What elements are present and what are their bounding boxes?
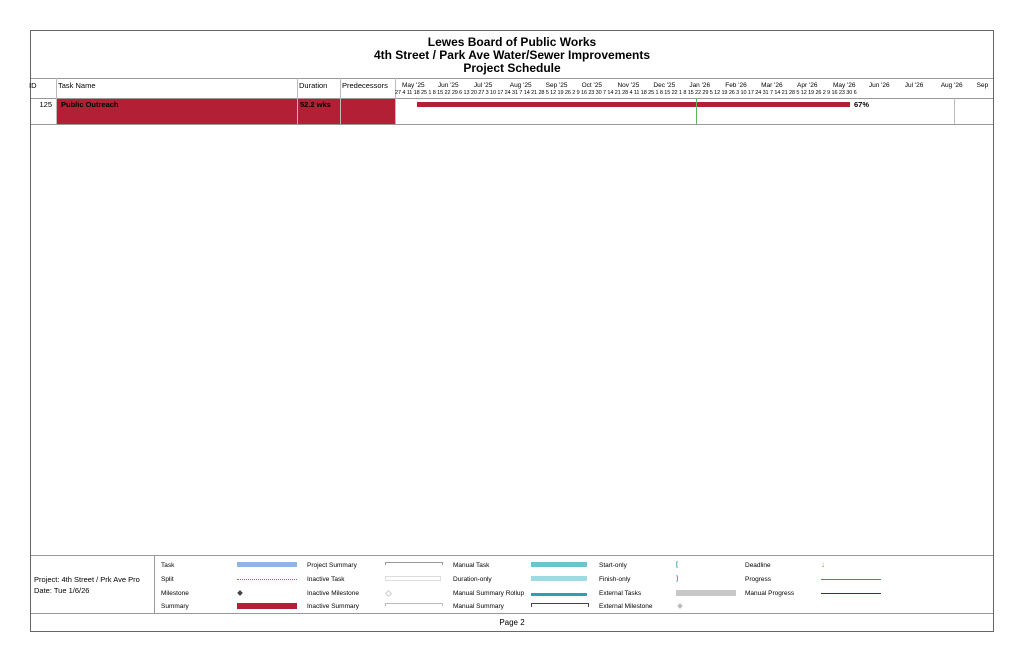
task-name: Public Outreach <box>61 100 119 109</box>
project-info <box>34 574 140 596</box>
timeline-month-label: Oct '25 <box>581 82 602 89</box>
timeline-month-label: Jul '26 <box>904 82 924 89</box>
column-header-task-name[interactable]: Task Name <box>58 81 96 90</box>
start-only-bracket-icon: [ <box>676 561 679 568</box>
legend-divider <box>154 556 155 614</box>
legend-summary-label: Summary <box>161 603 189 610</box>
legend-manual-progress-label: Manual Progress <box>745 590 795 597</box>
timeline-days: 27 4 11 18 25 1 8 15 22 29 6 13 20 27 3 10 17 24 31 7 14 21 28 5 12 19 26 2 9 16 23 30 7 14 21 28 4 11 18 25 1 8 15 22 1 8 15 22 29 5 12 19 26 3 10 17 24 31 7 14 21 28 5 12 19 26 2 9 16 23 30 6 <box>395 90 857 96</box>
chart-divider <box>954 98 955 124</box>
row-bottom-rule <box>31 124 993 125</box>
column-divider <box>395 78 396 124</box>
legend-manual-summary-swatch <box>531 603 589 607</box>
legend-manual-task-label: Manual Task <box>453 562 490 569</box>
legend-manual-summary-label: Manual Summary <box>453 603 504 610</box>
title-line-3: Project Schedule <box>463 61 561 75</box>
page-number: Page 2 <box>499 618 525 627</box>
timeline-month-label: Feb '26 <box>725 82 747 89</box>
legend-external-milestone-label: External Milestone <box>599 603 653 610</box>
timeline-month-label: Jun '26 <box>868 82 890 89</box>
legend-manual-summary-rollup-swatch <box>531 593 587 596</box>
inactive-milestone-icon <box>385 590 392 597</box>
legend <box>31 555 993 614</box>
schedule-page <box>30 30 994 632</box>
timeline-month-label: Jan '26 <box>689 82 711 89</box>
deadline-arrow-icon: ↓ <box>821 560 825 569</box>
legend-external-tasks-label: External Tasks <box>599 590 642 597</box>
timeline-month-label: Aug '26 <box>940 82 963 89</box>
timeline-month-label: May '25 <box>402 82 425 89</box>
legend-manual-progress-swatch <box>821 593 881 594</box>
milestone-diamond-icon <box>237 590 243 596</box>
external-milestone-icon <box>677 603 683 609</box>
legend-task-label: Task <box>161 562 175 569</box>
column-header-duration[interactable]: Duration <box>299 81 328 90</box>
timeline-month-label: Aug '25 <box>509 82 532 89</box>
task-name-cell[interactable] <box>57 99 297 124</box>
legend-summary-swatch <box>237 603 297 609</box>
column-header-predecessors[interactable]: Predecessors <box>342 81 388 90</box>
task-id-cell[interactable] <box>31 99 56 124</box>
legend-task-swatch <box>237 562 297 567</box>
task-duration: 52.2 wks <box>300 100 331 109</box>
legend-start-only-label: Start-only <box>599 562 627 569</box>
legend-finish-only-label: Finish-only <box>599 576 631 583</box>
legend-inactive-task-swatch <box>385 576 441 581</box>
task-duration-cell[interactable] <box>298 99 340 124</box>
header-top-rule <box>31 78 993 79</box>
legend-milestone-label: Milestone <box>161 590 189 597</box>
legend-progress-label: Progress <box>745 576 772 583</box>
task-predecessors-cell[interactable] <box>341 99 395 124</box>
legend-inactive-summary-label: Inactive Summary <box>307 603 360 610</box>
finish-only-bracket-icon: ] <box>676 575 679 582</box>
timeline-month-label: Sep <box>976 82 989 89</box>
date-label: Date: Tue 1/6/26 <box>34 586 90 595</box>
summary-gantt-bar[interactable] <box>417 102 850 107</box>
column-header-id[interactable]: ID <box>29 81 37 90</box>
title-line-1: Lewes Board of Public Works <box>427 35 597 49</box>
legend-inactive-summary-swatch <box>385 603 443 606</box>
timeline-month-label: Nov '25 <box>617 82 640 89</box>
project-label: Project: 4th Street / Prk Ave Pro <box>34 575 140 584</box>
timeline-month-label: Jun '25 <box>437 82 459 89</box>
timeline-month-label: Dec '25 <box>653 82 676 89</box>
percent-complete-label: 67% <box>854 100 870 109</box>
timeline-month-label: Mar '26 <box>761 82 783 89</box>
legend-external-tasks-swatch <box>676 590 736 596</box>
legend-manual-summary-rollup-label: Manual Summary Rollup <box>453 590 525 597</box>
legend-inactive-task-label: Inactive Task <box>307 576 345 583</box>
task-id: 125 <box>39 100 52 109</box>
timeline-month-label: Apr '26 <box>797 82 818 89</box>
legend-inactive-milestone-label: Inactive Milestone <box>307 590 360 597</box>
legend-manual-task-swatch <box>531 562 587 567</box>
title-line-2: 4th Street / Park Ave Water/Sewer Improvements <box>373 48 651 62</box>
legend-progress-swatch <box>821 579 881 580</box>
legend-project-summary-label: Project Summary <box>307 562 357 569</box>
timeline-month-label: Jul '25 <box>473 82 493 89</box>
timeline-month-label: Sep '25 <box>545 82 568 89</box>
timeline-month-label: May '26 <box>832 82 856 89</box>
report-title <box>31 31 993 78</box>
legend-split-swatch <box>237 579 297 580</box>
legend-duration-only-swatch <box>531 576 587 581</box>
current-date-line <box>696 98 697 124</box>
page-footer <box>31 615 993 631</box>
legend-deadline-label: Deadline <box>745 562 771 569</box>
legend-duration-only-label: Duration-only <box>453 576 492 583</box>
legend-split-label: Split <box>161 576 174 583</box>
legend-project-summary-swatch <box>385 562 443 565</box>
